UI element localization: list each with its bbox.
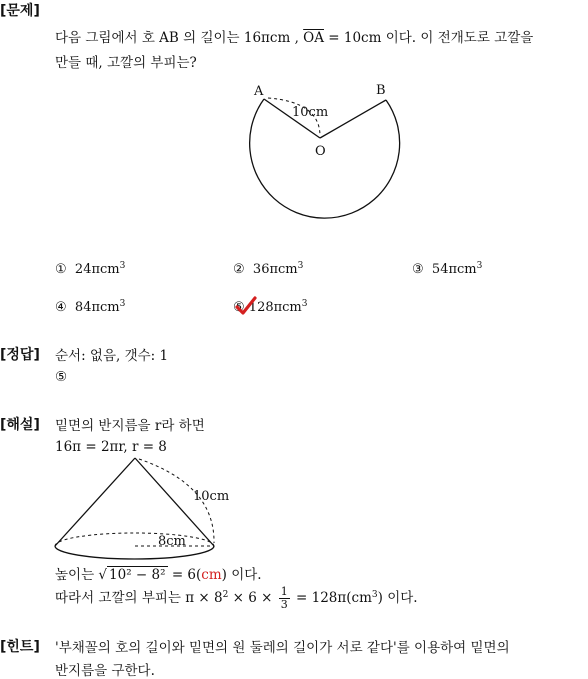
option-3-marker: ③ [412, 262, 424, 277]
fraction-numerator: 1 [280, 585, 288, 598]
option-1-text: 24πcm [74, 262, 120, 277]
option-4-marker: ④ [55, 300, 67, 315]
height-radicand: 10² − 8² [109, 567, 166, 583]
volume-line [55, 586, 418, 611]
option-2-text: 36πcm [252, 262, 298, 277]
answer-line-1: 순서: 없음, 갯수: 1 [55, 348, 169, 364]
option-3[interactable] [412, 262, 482, 277]
problem-line-1-end: = 10cm 이다. 이 전개도로 고깔을 [323, 30, 534, 46]
check-mark-icon [234, 296, 258, 316]
option-1-sup: 3 [119, 261, 126, 271]
problem-line-1 [55, 26, 533, 46]
cone-base-back [55, 533, 214, 546]
height-mid: = 6( [167, 567, 202, 583]
option-1[interactable] [55, 262, 125, 277]
option-3-text: 54πcm [431, 262, 477, 277]
cone-slant-label: 10cm [193, 489, 230, 504]
fraction-one-third [279, 586, 290, 611]
answer-line-2: ⑤ [55, 369, 68, 385]
cone-figure [50, 455, 240, 565]
label-a: A [254, 84, 264, 99]
height-suffix: ) 이다. [221, 567, 262, 583]
volume-mid: × 6 × [228, 590, 277, 606]
segment-oa: $\overline{OA}$ [303, 30, 324, 46]
volume-sup-2: 3 [371, 590, 378, 600]
explanation-tag: [해설] [0, 417, 40, 433]
radius-ob [320, 100, 386, 138]
height-prefix: 높이는 [55, 567, 99, 583]
option-2-marker: ② [233, 262, 245, 277]
option-3-sup: 3 [476, 261, 483, 271]
problem-line-1-start: 다음 그림에서 호 AB 의 길이는 16πcm , [55, 30, 304, 46]
label-radius: 10cm [292, 105, 329, 120]
hint-line-2: 반지름을 구한다. [55, 663, 155, 679]
sector-figure [240, 80, 410, 240]
volume-prefix: 따라서 고깔의 부피는 π × 8 [55, 590, 223, 606]
volume-eq: = 128π(cm [291, 590, 372, 606]
problem-line-2: 만들 때, 고깔의 부피는? [55, 55, 197, 71]
label-o: O [315, 144, 326, 159]
option-5-sup: 3 [301, 299, 308, 309]
option-4[interactable] [55, 300, 125, 315]
hint-tag: [힌트] [0, 639, 40, 655]
sqrt-symbol: √ [98, 567, 108, 583]
cone-radius-label: 8cm [158, 534, 186, 549]
volume-sup-1: 2 [222, 590, 229, 600]
volume-suffix: ) 이다. [377, 590, 418, 606]
option-4-text: 84πcm [74, 300, 120, 315]
hint-line-1: '부채꼴의 호의 길이와 밑면의 원 둘레의 길이가 서로 같다'를 이용하여 밑면의 [55, 640, 510, 656]
cone-left-edge [55, 458, 135, 546]
height-unit: cm [201, 567, 222, 583]
cone-base-front [55, 546, 214, 559]
option-2-sup: 3 [297, 261, 304, 271]
explanation-line-2: 16π = 2πr, r = 8 [55, 439, 167, 455]
option-5-text: 128πcm [248, 300, 302, 315]
explanation-line-1: 밑면의 반지름을 r라 하면 [55, 418, 205, 434]
label-b: B [376, 83, 386, 98]
option-4-sup: 3 [119, 299, 126, 309]
problem-tag: [문제] [0, 3, 40, 19]
answer-tag: [정답] [0, 347, 40, 363]
option-1-marker: ① [55, 262, 67, 277]
option-2[interactable] [233, 262, 303, 277]
option-5-marker: ⑤ [233, 300, 245, 315]
height-line [55, 563, 262, 583]
fraction-denominator: 3 [280, 598, 288, 611]
